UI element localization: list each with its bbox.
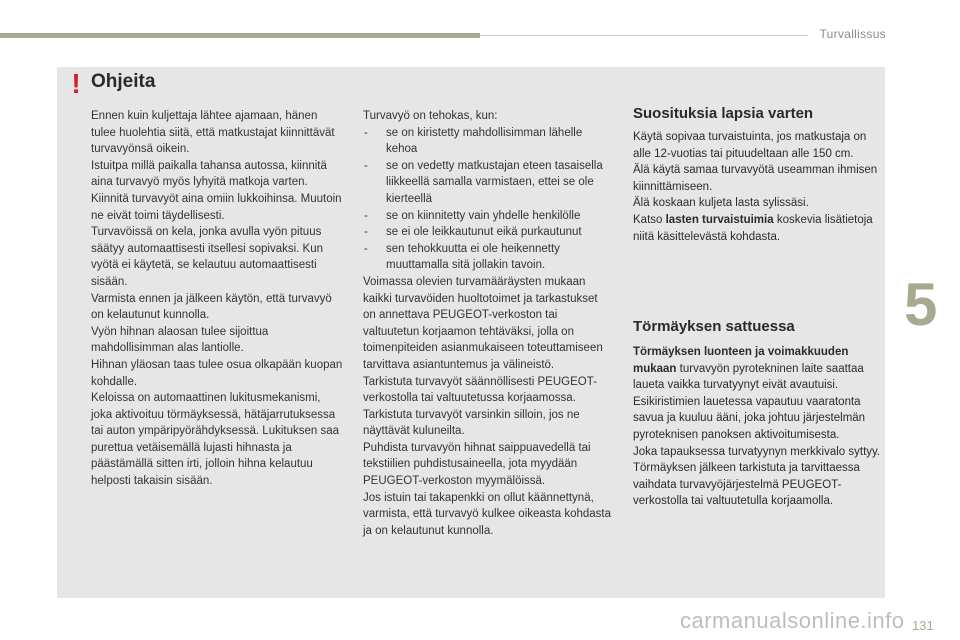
text: turvavyön pyrotekninen laite saattaa laueta vaikka turvatyynyt eivät avautuisi. Esikiristimien lauetessa vapautuu vaaratonta savua ja kuuluu ääni, joka johtuu järjestelmän pyroteknisen panoksen aktivoitumisesta.	[633, 362, 866, 441]
paragraph: Turvavöissä on kela, jonka avulla vyön pituus säätyy automaattisesti itsellesi sopivaksi. Kun vyötä ei käytetä, se kelautuu automaattisesti sisään.	[91, 226, 324, 288]
link-child-seats: lasten turvaistuimia	[665, 213, 774, 226]
page-number: 131	[912, 618, 934, 633]
bullet-list	[363, 125, 611, 274]
text: Katso	[633, 213, 666, 226]
header-accent-bar	[0, 33, 480, 38]
chapter-number: 5	[904, 271, 938, 338]
paragraph: Turvavyö on tehokas, kun:	[363, 110, 498, 122]
watermark: carmanualsonline.info	[680, 608, 905, 633]
paragraph: Käytä sopivaa turvaistuinta, jos matkustaja on alle 12-vuotias tai pituudeltaan alle 150 cm.	[633, 131, 867, 160]
paragraph: Puhdista turvavyön hihnat saippuavedellä tai tekstiilien puhdistusaineella, jota myydään PEUGEOT-verkoston myymälöissä.	[363, 441, 591, 488]
paragraph: Kiinnitä turvavyöt aina omiin lukkoihinsa. Muutoin ne eivät toimi täydellisesti.	[91, 192, 342, 222]
paragraph: Joka tapauksessa turvatyynyn merkkivalo syttyy.	[633, 445, 881, 458]
paragraph: Älä käytä samaa turvavyötä useamman ihmisen kiinnittämiseen.	[633, 164, 878, 193]
paragraph	[633, 212, 883, 245]
text: koskevia lisätietoja niitä käsittelevästä kohdasta.	[633, 213, 873, 243]
list-item: - se on vedetty matkustajan eteen tasaisella liikkeellä samalla varmistaen, ettei se ole kierteellä	[363, 158, 611, 208]
bold-text: Törmäyksen luonteen ja voimakkuuden mukaan	[633, 346, 849, 375]
paragraph	[633, 344, 883, 444]
column-instructions	[91, 108, 343, 490]
paragraph: Ennen kuin kuljettaja lähtee ajamaan, hänen tulee huolehtia siitä, että matkustajat kiinnittävät turvavyönsä oikein.	[91, 110, 335, 156]
paragraph: Vyön hihnan alaosan tulee sijoittua mahdollisimman alas lantiolle.	[91, 325, 269, 355]
paragraph: Törmäyksen jälkeen tarkistuta ja tarvittaessa vaihdata turvavyöjärjestelmä PEUGEOT-verkostolla tai valtuutetulla korjaamolla.	[633, 462, 860, 508]
paragraph: Voimassa olevien turvamääräysten mukaan kaikki turvavöiden huoltotoimet ja tarkastukset on annettava PEUGEOT-verkoston tai valtuutetun korjaamon tehtäväksi, jolla on toimenpiteiden asianmukaiseen toteuttamiseen tarvittava asiantuntemus ja välineistö.	[363, 275, 603, 371]
heading-crash: Törmäyksen sattuessa	[633, 318, 795, 335]
list-item: - sen tehokkuutta ei ole heikennetty muuttamalla sitä jollakin tavoin.	[363, 241, 611, 274]
list-item: - se on kiinnitetty vain yhdelle henkilölle	[363, 208, 611, 225]
crash-body	[633, 344, 883, 510]
list-item: - se on kiristetty mahdollisimman lähelle kehoa	[363, 125, 611, 158]
column-effectiveness	[363, 108, 611, 539]
child-tips-body	[633, 129, 883, 245]
list-item: - se ei ole leikkautunut eikä purkautunut	[363, 224, 611, 241]
paragraph: Älä koskaan kuljeta lasta sylissäsi.	[633, 197, 809, 210]
paragraph: Hihnan yläosan taas tulee osua olkapään kuopan kohdalle.	[91, 358, 343, 388]
panel-title: Ohjeita	[91, 71, 156, 92]
paragraph: Jos istuin tai takapenkki on ollut käännettynä, varmista, että turvavyö kulkee oikeasta kohdasta ja on kelautunut kunnolla.	[363, 491, 612, 537]
paragraph: Istuitpa millä paikalla tahansa autossa, kiinnitä aina turvavyö myös lyhyitä matkoja varten.	[91, 159, 327, 189]
section-label: Turvallissus	[819, 27, 886, 41]
paragraph: Varmista ennen ja jälkeen käytön, että turvavyö on kelautunut kunnolla.	[91, 292, 332, 322]
paragraph: Keloissa on automaattinen lukitusmekanismi, joka aktivoituu törmäyksessä, hätäjarrutuksessa tai auton ympäripyörähdyksessä. Lukituksen saa purettua vetäisemällä lujasti hihnasta ja päästämällä sitten irti, jolloin hihna kelautuu helposti takaisin sisään.	[91, 392, 340, 488]
heading-child-tips: Suosituksia lapsia varten	[633, 105, 814, 122]
header-rule	[480, 35, 808, 36]
exclamation-icon: !	[71, 68, 81, 99]
paragraph: Tarkistuta turvavyöt säännöllisesti PEUGEOT-verkostolla tai valtuutetussa korjaamossa. Tarkistuta turvavyöt varsinkin silloin, jos ne näyttävät kuluneilta.	[363, 375, 597, 438]
